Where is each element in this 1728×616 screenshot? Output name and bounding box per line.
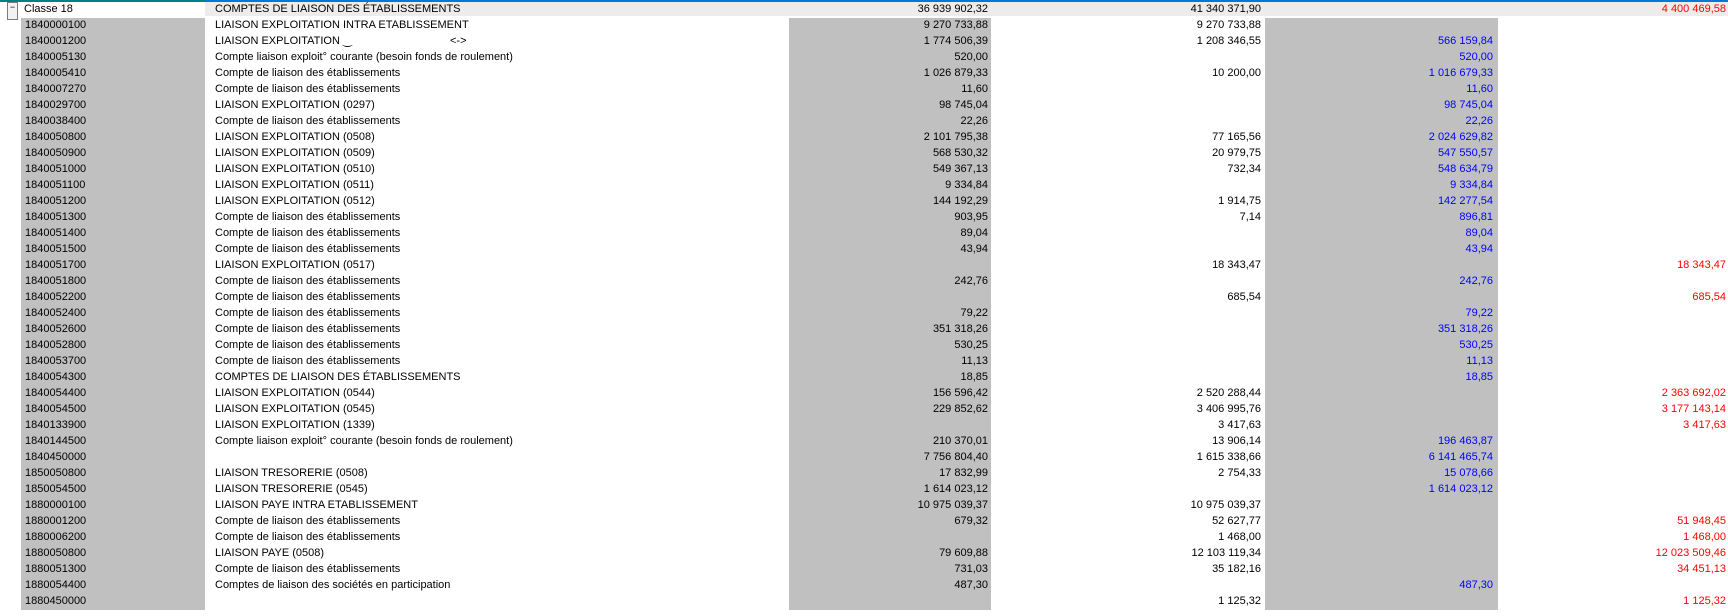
- account-cell[interactable]: 1850054500: [25, 483, 87, 495]
- debit-cell[interactable]: 89,04: [960, 227, 988, 239]
- label-cell[interactable]: Compte de liaison des établissements: [215, 291, 401, 303]
- label-cell[interactable]: Compte de liaison des établissements: [215, 355, 401, 367]
- table-row[interactable]: [0, 306, 1728, 322]
- debit-cell[interactable]: 98 745,04: [939, 99, 988, 111]
- table-row[interactable]: [0, 402, 1728, 418]
- table-row[interactable]: [0, 162, 1728, 178]
- balance-debit-cell[interactable]: 2 024 629,82: [1428, 131, 1493, 143]
- debit-cell[interactable]: 903,95: [954, 211, 988, 223]
- table-row[interactable]: [0, 450, 1728, 466]
- table-row[interactable]: [0, 354, 1728, 370]
- table-row[interactable]: [0, 466, 1728, 482]
- balance-debit-cell[interactable]: 15 078,66: [1444, 467, 1493, 479]
- credit-cell[interactable]: 1 914,75: [1218, 195, 1261, 207]
- credit-cell[interactable]: 1 468,00: [1218, 531, 1261, 543]
- account-cell[interactable]: Classe 18: [24, 3, 73, 15]
- balance-credit-cell[interactable]: 18 343,47: [1677, 259, 1726, 271]
- label-cell[interactable]: Compte liaison exploit° courante (besoin fonds de roulement): [215, 51, 513, 63]
- label-extra-cell[interactable]: <->: [450, 35, 467, 47]
- account-cell[interactable]: 1840001200: [25, 35, 87, 47]
- debit-cell[interactable]: 487,30: [954, 579, 988, 591]
- balance-debit-cell[interactable]: 487,30: [1459, 579, 1493, 591]
- account-cell[interactable]: 1880000100: [25, 499, 87, 511]
- label-cell[interactable]: LIAISON EXPLOITATION (0545): [215, 403, 375, 415]
- label-cell[interactable]: LIAISON EXPLOITATION (1339): [215, 419, 375, 431]
- account-cell[interactable]: 1880006200: [25, 531, 87, 543]
- credit-cell[interactable]: 3 417,63: [1218, 419, 1261, 431]
- account-cell[interactable]: 1880051300: [25, 563, 87, 575]
- label-cell[interactable]: Compte liaison exploit° courante (besoin fonds de roulement): [215, 435, 513, 447]
- account-cell[interactable]: 1840133900: [25, 419, 87, 431]
- account-cell[interactable]: 1880050800: [25, 547, 87, 559]
- label-cell[interactable]: LIAISON EXPLOITATION (0509): [215, 147, 375, 159]
- credit-cell[interactable]: 41 340 371,90: [1190, 3, 1261, 15]
- account-cell[interactable]: 1880450000: [25, 595, 87, 607]
- label-cell[interactable]: LIAISON EXPLOITATION (0511): [215, 179, 374, 191]
- label-cell[interactable]: Compte de liaison des établissements: [215, 531, 401, 543]
- balance-debit-cell[interactable]: 351 318,26: [1437, 323, 1493, 335]
- label-cell[interactable]: LIAISON TRESORERIE (0508): [215, 467, 368, 479]
- table-row[interactable]: [0, 146, 1728, 162]
- account-cell[interactable]: 1840050900: [25, 147, 87, 159]
- credit-cell[interactable]: 20 979,75: [1212, 147, 1261, 159]
- account-cell[interactable]: 1840144500: [25, 435, 87, 447]
- debit-cell[interactable]: 1 614 023,12: [923, 483, 988, 495]
- credit-cell[interactable]: 13 906,14: [1212, 435, 1261, 447]
- credit-cell[interactable]: 10 975 039,37: [1190, 499, 1261, 511]
- table-row[interactable]: [0, 482, 1728, 498]
- credit-cell[interactable]: 1 615 338,66: [1196, 451, 1261, 463]
- label-cell[interactable]: COMPTES DE LIAISON DES ÉTABLISSEMENTS: [215, 371, 461, 383]
- debit-cell[interactable]: 156 596,42: [932, 387, 988, 399]
- label-cell[interactable]: Comptes de liaison des sociétés en participation: [215, 579, 451, 591]
- credit-cell[interactable]: 18 343,47: [1212, 259, 1261, 271]
- balance-credit-cell[interactable]: 34 451,13: [1677, 563, 1726, 575]
- table-row[interactable]: [0, 194, 1728, 210]
- table-row[interactable]: [0, 434, 1728, 450]
- debit-cell[interactable]: 568 530,32: [932, 147, 988, 159]
- debit-cell[interactable]: 9 334,84: [945, 179, 988, 191]
- table-row[interactable]: [0, 50, 1728, 66]
- credit-cell[interactable]: 9 270 733,88: [1196, 19, 1261, 31]
- collapse-icon[interactable]: −: [7, 2, 18, 20]
- debit-cell[interactable]: 79,22: [960, 307, 988, 319]
- account-cell[interactable]: 1880054400: [25, 579, 87, 591]
- table-row[interactable]: [0, 498, 1728, 514]
- debit-cell[interactable]: 549 367,13: [932, 163, 988, 175]
- table-row[interactable]: [0, 18, 1728, 34]
- credit-cell[interactable]: 77 165,56: [1212, 131, 1261, 143]
- table-row[interactable]: [0, 514, 1728, 530]
- label-cell[interactable]: Compte de liaison des établissements: [215, 227, 401, 239]
- account-cell[interactable]: 1840052400: [25, 307, 87, 319]
- balance-credit-cell[interactable]: 4 400 469,58: [1661, 3, 1726, 15]
- balance-debit-cell[interactable]: 1 016 679,33: [1428, 67, 1493, 79]
- table-row[interactable]: [0, 562, 1728, 578]
- account-cell[interactable]: 1840450000: [25, 451, 87, 463]
- table-row[interactable]: [0, 178, 1728, 194]
- balance-credit-cell[interactable]: 2 363 692,02: [1661, 387, 1726, 399]
- account-cell[interactable]: 1840051300: [25, 211, 87, 223]
- account-cell[interactable]: 1840007270: [25, 83, 87, 95]
- balance-credit-cell[interactable]: 685,54: [1692, 291, 1726, 303]
- label-cell[interactable]: LIAISON EXPLOITATION ‿: [215, 35, 352, 47]
- balance-debit-cell[interactable]: 242,76: [1459, 275, 1493, 287]
- credit-cell[interactable]: 7,14: [1239, 211, 1261, 223]
- balance-debit-cell[interactable]: 142 277,54: [1437, 195, 1493, 207]
- account-cell[interactable]: 1840054400: [25, 387, 87, 399]
- table-row[interactable]: [0, 386, 1728, 402]
- credit-cell[interactable]: 12 103 119,34: [1191, 547, 1261, 559]
- account-cell[interactable]: 1840005410: [25, 67, 87, 79]
- table-row[interactable]: [0, 290, 1728, 306]
- label-cell[interactable]: Compte de liaison des établissements: [215, 307, 401, 319]
- debit-cell[interactable]: 242,76: [954, 275, 988, 287]
- debit-cell[interactable]: 43,94: [960, 243, 988, 255]
- table-row[interactable]: [0, 34, 1728, 50]
- table-row[interactable]: [0, 226, 1728, 242]
- balance-debit-cell[interactable]: 1 614 023,12: [1428, 483, 1493, 495]
- table-row[interactable]: [0, 242, 1728, 258]
- credit-cell[interactable]: 2 754,33: [1218, 467, 1261, 479]
- balance-debit-cell[interactable]: 18,85: [1465, 371, 1493, 383]
- balance-credit-cell[interactable]: 1 468,00: [1683, 531, 1726, 543]
- label-cell[interactable]: Compte de liaison des établissements: [215, 515, 401, 527]
- account-cell[interactable]: 1840054300: [25, 371, 87, 383]
- balance-debit-cell[interactable]: 79,22: [1465, 307, 1493, 319]
- table-row[interactable]: [0, 130, 1728, 146]
- credit-cell[interactable]: 2 520 288,44: [1196, 387, 1261, 399]
- label-cell[interactable]: Compte de liaison des établissements: [215, 323, 401, 335]
- label-cell[interactable]: COMPTES DE LIAISON DES ÉTABLISSEMENTS: [215, 3, 461, 15]
- account-cell[interactable]: 1880001200: [25, 515, 87, 527]
- label-cell[interactable]: LIAISON PAYE (0508): [215, 547, 325, 559]
- class-row[interactable]: [0, 2, 1728, 18]
- debit-cell[interactable]: 2 101 795,38: [923, 131, 988, 143]
- balance-debit-cell[interactable]: 547 550,57: [1437, 147, 1493, 159]
- account-cell[interactable]: 1840029700: [25, 99, 87, 111]
- account-cell[interactable]: 1840051400: [25, 227, 87, 239]
- table-row[interactable]: [0, 114, 1728, 130]
- table-row[interactable]: [0, 210, 1728, 226]
- balance-debit-cell[interactable]: 896,81: [1459, 211, 1493, 223]
- balance-credit-cell[interactable]: 12 023 509,46: [1655, 547, 1726, 559]
- account-cell[interactable]: 1840051000: [25, 163, 87, 175]
- table-row[interactable]: [0, 546, 1728, 562]
- debit-cell[interactable]: 9 270 733,88: [923, 19, 988, 31]
- balance-credit-cell[interactable]: 1 125,32: [1683, 595, 1726, 607]
- label-cell[interactable]: LIAISON EXPLOITATION (0510): [215, 163, 375, 175]
- table-row[interactable]: [0, 370, 1728, 386]
- table-row[interactable]: [0, 274, 1728, 290]
- account-cell[interactable]: 1840054500: [25, 403, 87, 415]
- credit-cell[interactable]: 1 208 346,55: [1196, 35, 1261, 47]
- debit-cell[interactable]: 520,00: [954, 51, 988, 63]
- debit-cell[interactable]: 229 852,62: [932, 403, 988, 415]
- table-row[interactable]: [0, 322, 1728, 338]
- balance-debit-cell[interactable]: 548 634,79: [1437, 163, 1493, 175]
- account-cell[interactable]: 1840050800: [25, 131, 87, 143]
- label-cell[interactable]: Compte de liaison des établissements: [215, 83, 401, 95]
- debit-cell[interactable]: 144 192,29: [932, 195, 988, 207]
- label-cell[interactable]: LIAISON EXPLOITATION (0517): [215, 259, 375, 271]
- balance-debit-cell[interactable]: 6 141 465,74: [1428, 451, 1493, 463]
- label-cell[interactable]: LIAISON TRESORERIE (0545): [215, 483, 368, 495]
- debit-cell[interactable]: 530,25: [954, 339, 988, 351]
- credit-cell[interactable]: 732,34: [1227, 163, 1261, 175]
- label-cell[interactable]: LIAISON PAYE INTRA ETABLISSEMENT: [215, 499, 418, 511]
- debit-cell[interactable]: 36 939 902,32: [917, 3, 988, 15]
- debit-cell[interactable]: 17 832,99: [939, 467, 988, 479]
- table-row[interactable]: [0, 578, 1728, 594]
- account-cell[interactable]: 1840051500: [25, 243, 87, 255]
- balance-debit-cell[interactable]: 196 463,87: [1437, 435, 1493, 447]
- table-row[interactable]: [0, 258, 1728, 274]
- account-cell[interactable]: 1840051700: [25, 259, 87, 271]
- credit-cell[interactable]: 10 200,00: [1212, 67, 1261, 79]
- table-row[interactable]: [0, 530, 1728, 546]
- label-cell[interactable]: Compte de liaison des établissements: [215, 339, 401, 351]
- credit-cell[interactable]: 1 125,32: [1218, 595, 1261, 607]
- account-cell[interactable]: 1840053700: [25, 355, 87, 367]
- label-cell[interactable]: Compte de liaison des établissements: [215, 211, 401, 223]
- debit-cell[interactable]: 79 609,88: [939, 547, 988, 559]
- label-cell[interactable]: Compte de liaison des établissements: [215, 115, 401, 127]
- debit-cell[interactable]: 11,13: [961, 355, 988, 367]
- label-cell[interactable]: Compte de liaison des établissements: [215, 67, 401, 79]
- account-cell[interactable]: 1840052200: [25, 291, 87, 303]
- account-cell[interactable]: 1840051200: [25, 195, 87, 207]
- balance-debit-cell[interactable]: 11,13: [1466, 355, 1493, 367]
- account-cell[interactable]: 1840051100: [25, 179, 86, 191]
- debit-cell[interactable]: 351 318,26: [932, 323, 988, 335]
- table-row[interactable]: [0, 418, 1728, 434]
- debit-cell[interactable]: 679,32: [954, 515, 988, 527]
- balance-credit-cell[interactable]: 3 177 143,14: [1661, 403, 1726, 415]
- table-row[interactable]: [0, 66, 1728, 82]
- balance-debit-cell[interactable]: 520,00: [1459, 51, 1493, 63]
- label-cell[interactable]: LIAISON EXPLOITATION (0512): [215, 195, 375, 207]
- table-row[interactable]: [0, 82, 1728, 98]
- debit-cell[interactable]: 22,26: [960, 115, 988, 127]
- balance-credit-cell[interactable]: 51 948,45: [1677, 515, 1726, 527]
- balance-debit-cell[interactable]: 566 159,84: [1437, 35, 1493, 47]
- account-cell[interactable]: 1840052600: [25, 323, 87, 335]
- account-cell[interactable]: 1850050800: [25, 467, 87, 479]
- table-row[interactable]: [0, 98, 1728, 114]
- credit-cell[interactable]: 52 627,77: [1212, 515, 1261, 527]
- table-row[interactable]: [0, 594, 1728, 610]
- debit-cell[interactable]: 731,03: [954, 563, 988, 575]
- debit-cell[interactable]: 7 756 804,40: [923, 451, 988, 463]
- credit-cell[interactable]: 685,54: [1227, 291, 1261, 303]
- balance-debit-cell[interactable]: 22,26: [1465, 115, 1493, 127]
- label-cell[interactable]: Compte de liaison des établissements: [215, 243, 401, 255]
- account-cell[interactable]: 1840038400: [25, 115, 87, 127]
- debit-cell[interactable]: 18,85: [960, 371, 988, 383]
- account-cell[interactable]: 1840005130: [25, 51, 87, 63]
- debit-cell[interactable]: 11,60: [961, 83, 988, 95]
- label-cell[interactable]: LIAISON EXPLOITATION (0508): [215, 131, 375, 143]
- balance-debit-cell[interactable]: 89,04: [1465, 227, 1493, 239]
- table-row[interactable]: [0, 338, 1728, 354]
- debit-cell[interactable]: 210 370,01: [932, 435, 988, 447]
- label-cell[interactable]: Compte de liaison des établissements: [215, 563, 401, 575]
- label-cell[interactable]: LIAISON EXPLOITATION (0544): [215, 387, 375, 399]
- credit-cell[interactable]: 3 406 995,76: [1196, 403, 1261, 415]
- credit-cell[interactable]: 35 182,16: [1212, 563, 1261, 575]
- account-cell[interactable]: 1840052800: [25, 339, 87, 351]
- debit-cell[interactable]: 1 774 506,39: [923, 35, 988, 47]
- label-cell[interactable]: LIAISON EXPLOITATION (0297): [215, 99, 375, 111]
- balance-credit-cell[interactable]: 3 417,63: [1683, 419, 1726, 431]
- balance-debit-cell[interactable]: 9 334,84: [1450, 179, 1493, 191]
- debit-cell[interactable]: 1 026 879,33: [923, 67, 988, 79]
- label-cell[interactable]: Compte de liaison des établissements: [215, 275, 401, 287]
- balance-debit-cell[interactable]: 98 745,04: [1444, 99, 1493, 111]
- account-cell[interactable]: 1840000100: [25, 19, 87, 31]
- label-cell[interactable]: LIAISON EXPLOITATION INTRA ETABLISSEMENT: [215, 19, 469, 31]
- balance-debit-cell[interactable]: 11,60: [1466, 83, 1493, 95]
- balance-debit-cell[interactable]: 43,94: [1465, 243, 1493, 255]
- account-cell[interactable]: 1840051800: [25, 275, 87, 287]
- debit-cell[interactable]: 10 975 039,37: [917, 499, 988, 511]
- balance-debit-cell[interactable]: 530,25: [1459, 339, 1493, 351]
